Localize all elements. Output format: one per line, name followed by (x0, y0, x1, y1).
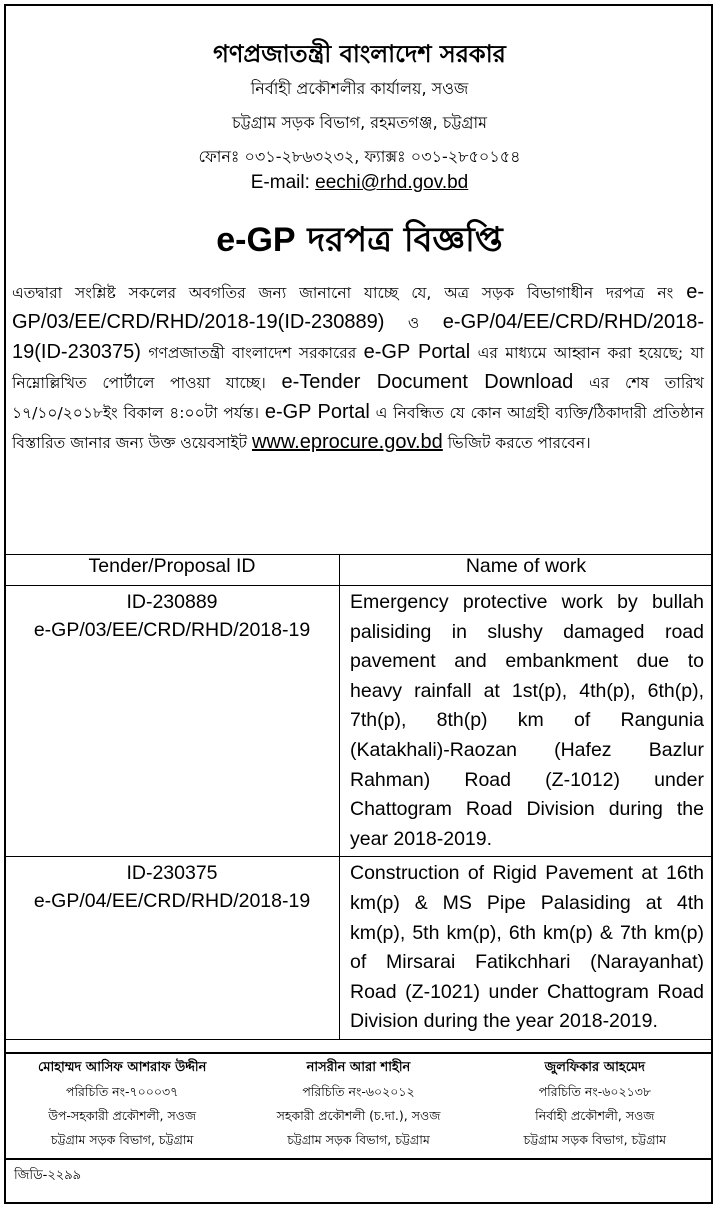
notice-title (0, 214, 719, 271)
tender-ref-2: e-GP/04/EE/CRD/RHD/2018-19(ID-230375) (12, 311, 704, 363)
signatory-name: জুলফিকার আহমেদ (544, 1060, 645, 1075)
tender-ref: e-GP/04/EE/CRD/RHD/2018-19 (33, 890, 311, 913)
title-egp: e-GP (216, 221, 296, 259)
table-row (5, 586, 713, 857)
signatory-id: পরিচিতি নং-৭০০০৩৭ (66, 1084, 179, 1099)
table-header-row (5, 555, 713, 586)
email-link[interactable]: eechi@rhd.gov.bd (315, 172, 469, 193)
signatory-id: পরিচিতি নং-৬০২০১২ (302, 1084, 415, 1099)
tender-id-cell (5, 586, 340, 857)
gd-reference: জিডি-২২৯৯ (4, 1158, 713, 1187)
phone-fax: ফোনঃ ০৩১-২৮৬৩২৩২, ফ্যাক্সঃ ০৩১-২৮৫০১৫৪ (198, 147, 521, 166)
signatory-designation: উপ-সহকারী প্রকৌশলী, সওজ (48, 1108, 197, 1123)
signatory-row (4, 1052, 713, 1152)
tender-ref-1: e-GP/03/EE/CRD/RHD/2018-19(ID-230889) (12, 281, 704, 333)
office-name: নির্বাহী প্রকৌশলীর কার্যালয়, সওজ (250, 79, 469, 98)
signatory-designation: সহকারী প্রকৌশলী (চ.দা.), সওজ (276, 1108, 441, 1123)
signatory-id: পরিচিতি নং-৬০২১৩৮ (538, 1084, 651, 1099)
tender-id: ID-230375 (126, 862, 218, 885)
tender-table (4, 554, 713, 1040)
signatory-2 (240, 1054, 476, 1152)
notice-paragraph (12, 278, 704, 458)
portal-name: e-GP Portal (363, 341, 471, 363)
tender-ref: e-GP/03/EE/CRD/RHD/2018-19 (33, 619, 311, 641)
signatory-3 (477, 1054, 713, 1152)
paragraph-text: গণপ্রজাতন্ত্রী বাংলাদেশ সরকারের (140, 344, 364, 362)
paragraph-text: ভিজিট করতে পারবেন। (442, 434, 591, 452)
column-header-work: Name of work (340, 555, 713, 586)
paragraph-text: এর শেষ তারিখ ১৭/১০/২০১৮ইং বিকাল ৪:০০টা পর্যন্ত। (12, 374, 704, 422)
paragraph-text: এর মাধ্যমে আহ্বান করা হয়েছে; যা নিম্নোল্লিখিত পোর্টালে পাওয়া যাচ্ছে। (12, 344, 705, 392)
table-row (5, 857, 713, 1040)
title-bangla: দরপত্র বিজ্ঞপ্তি (295, 220, 503, 260)
email-label: E-mail: (250, 172, 316, 193)
division-address: চট্টগ্রাম সড়ক বিভাগ, রহমতগঞ্জ, চট্টগ্রাম (232, 113, 487, 132)
portal-name: e-GP Portal (264, 401, 370, 423)
signatory-name: মোহাম্মদ আসিফ আশরাফ উদ্দীন (37, 1060, 207, 1075)
signatory-office: চট্টগ্রাম সড়ক বিভাগ, চট্টগ্রাম (287, 1132, 430, 1147)
signatory-1 (4, 1054, 240, 1152)
signatory-office: চট্টগ্রাম সড়ক বিভাগ, চট্টগ্রাম (50, 1132, 194, 1147)
signatory-name: নাসরীন আরা শাহীন (306, 1060, 411, 1075)
tender-id-cell (5, 857, 340, 1040)
column-header-id: Tender/Proposal ID (5, 555, 340, 586)
signatory-designation: নির্বাহী প্রকৌশলী, সওজ (535, 1108, 655, 1123)
email-line (0, 172, 719, 194)
download-label: e-Tender Document Download (281, 371, 574, 393)
government-heading: গণপ্রজাতন্ত্রী বাংলাদেশ সরকার (213, 40, 506, 68)
paragraph-text: এতদ্বারা সংশ্লিষ্ট সকলের অবগতির জন্য জানানো যাচ্ছে যে, অত্র সড়ক বিভাগাধীন দরপত্র নং (12, 284, 687, 302)
paragraph-text: ও (384, 314, 443, 332)
paragraph-text: এ নিবন্ধিত যে কোন আগ্রহী ব্যক্তি/ঠিকাদারী প্রতিষ্ঠান বিস্তারিত জানার জন্য উক্ত ওয়েবসাইট (12, 404, 704, 452)
website-link[interactable]: www.eprocure.gov.bd (251, 431, 443, 453)
signatory-office: চট্টগ্রাম সড়ক বিভাগ, চট্টগ্রাম (523, 1132, 667, 1147)
work-description: Emergency protective work by bullah palisiding in slushy damaged road pavement and embankment due to heavy rainfall at 1st(p), 4th(p), 6th(p), 7th(p), 8th(p) km of Rangunia (Katakhali)-Raozan (Hafez Bazlur Rahman) Road (Z-1012) under Chattogram Road Division during the year 2018-2019. (340, 586, 713, 857)
tender-id: ID-230889 (126, 591, 218, 613)
work-description: Construction of Rigid Pavement at 16th km(p) & MS Pipe Palasiding at 4th km(p), 5th km(p), 6th km(p) & 7th km(p) of Mirsarai Fatikchhari (Narayanhat) Road (Z-1021) under Chattogram Road Division during the year 2018-2019. (340, 857, 713, 1040)
